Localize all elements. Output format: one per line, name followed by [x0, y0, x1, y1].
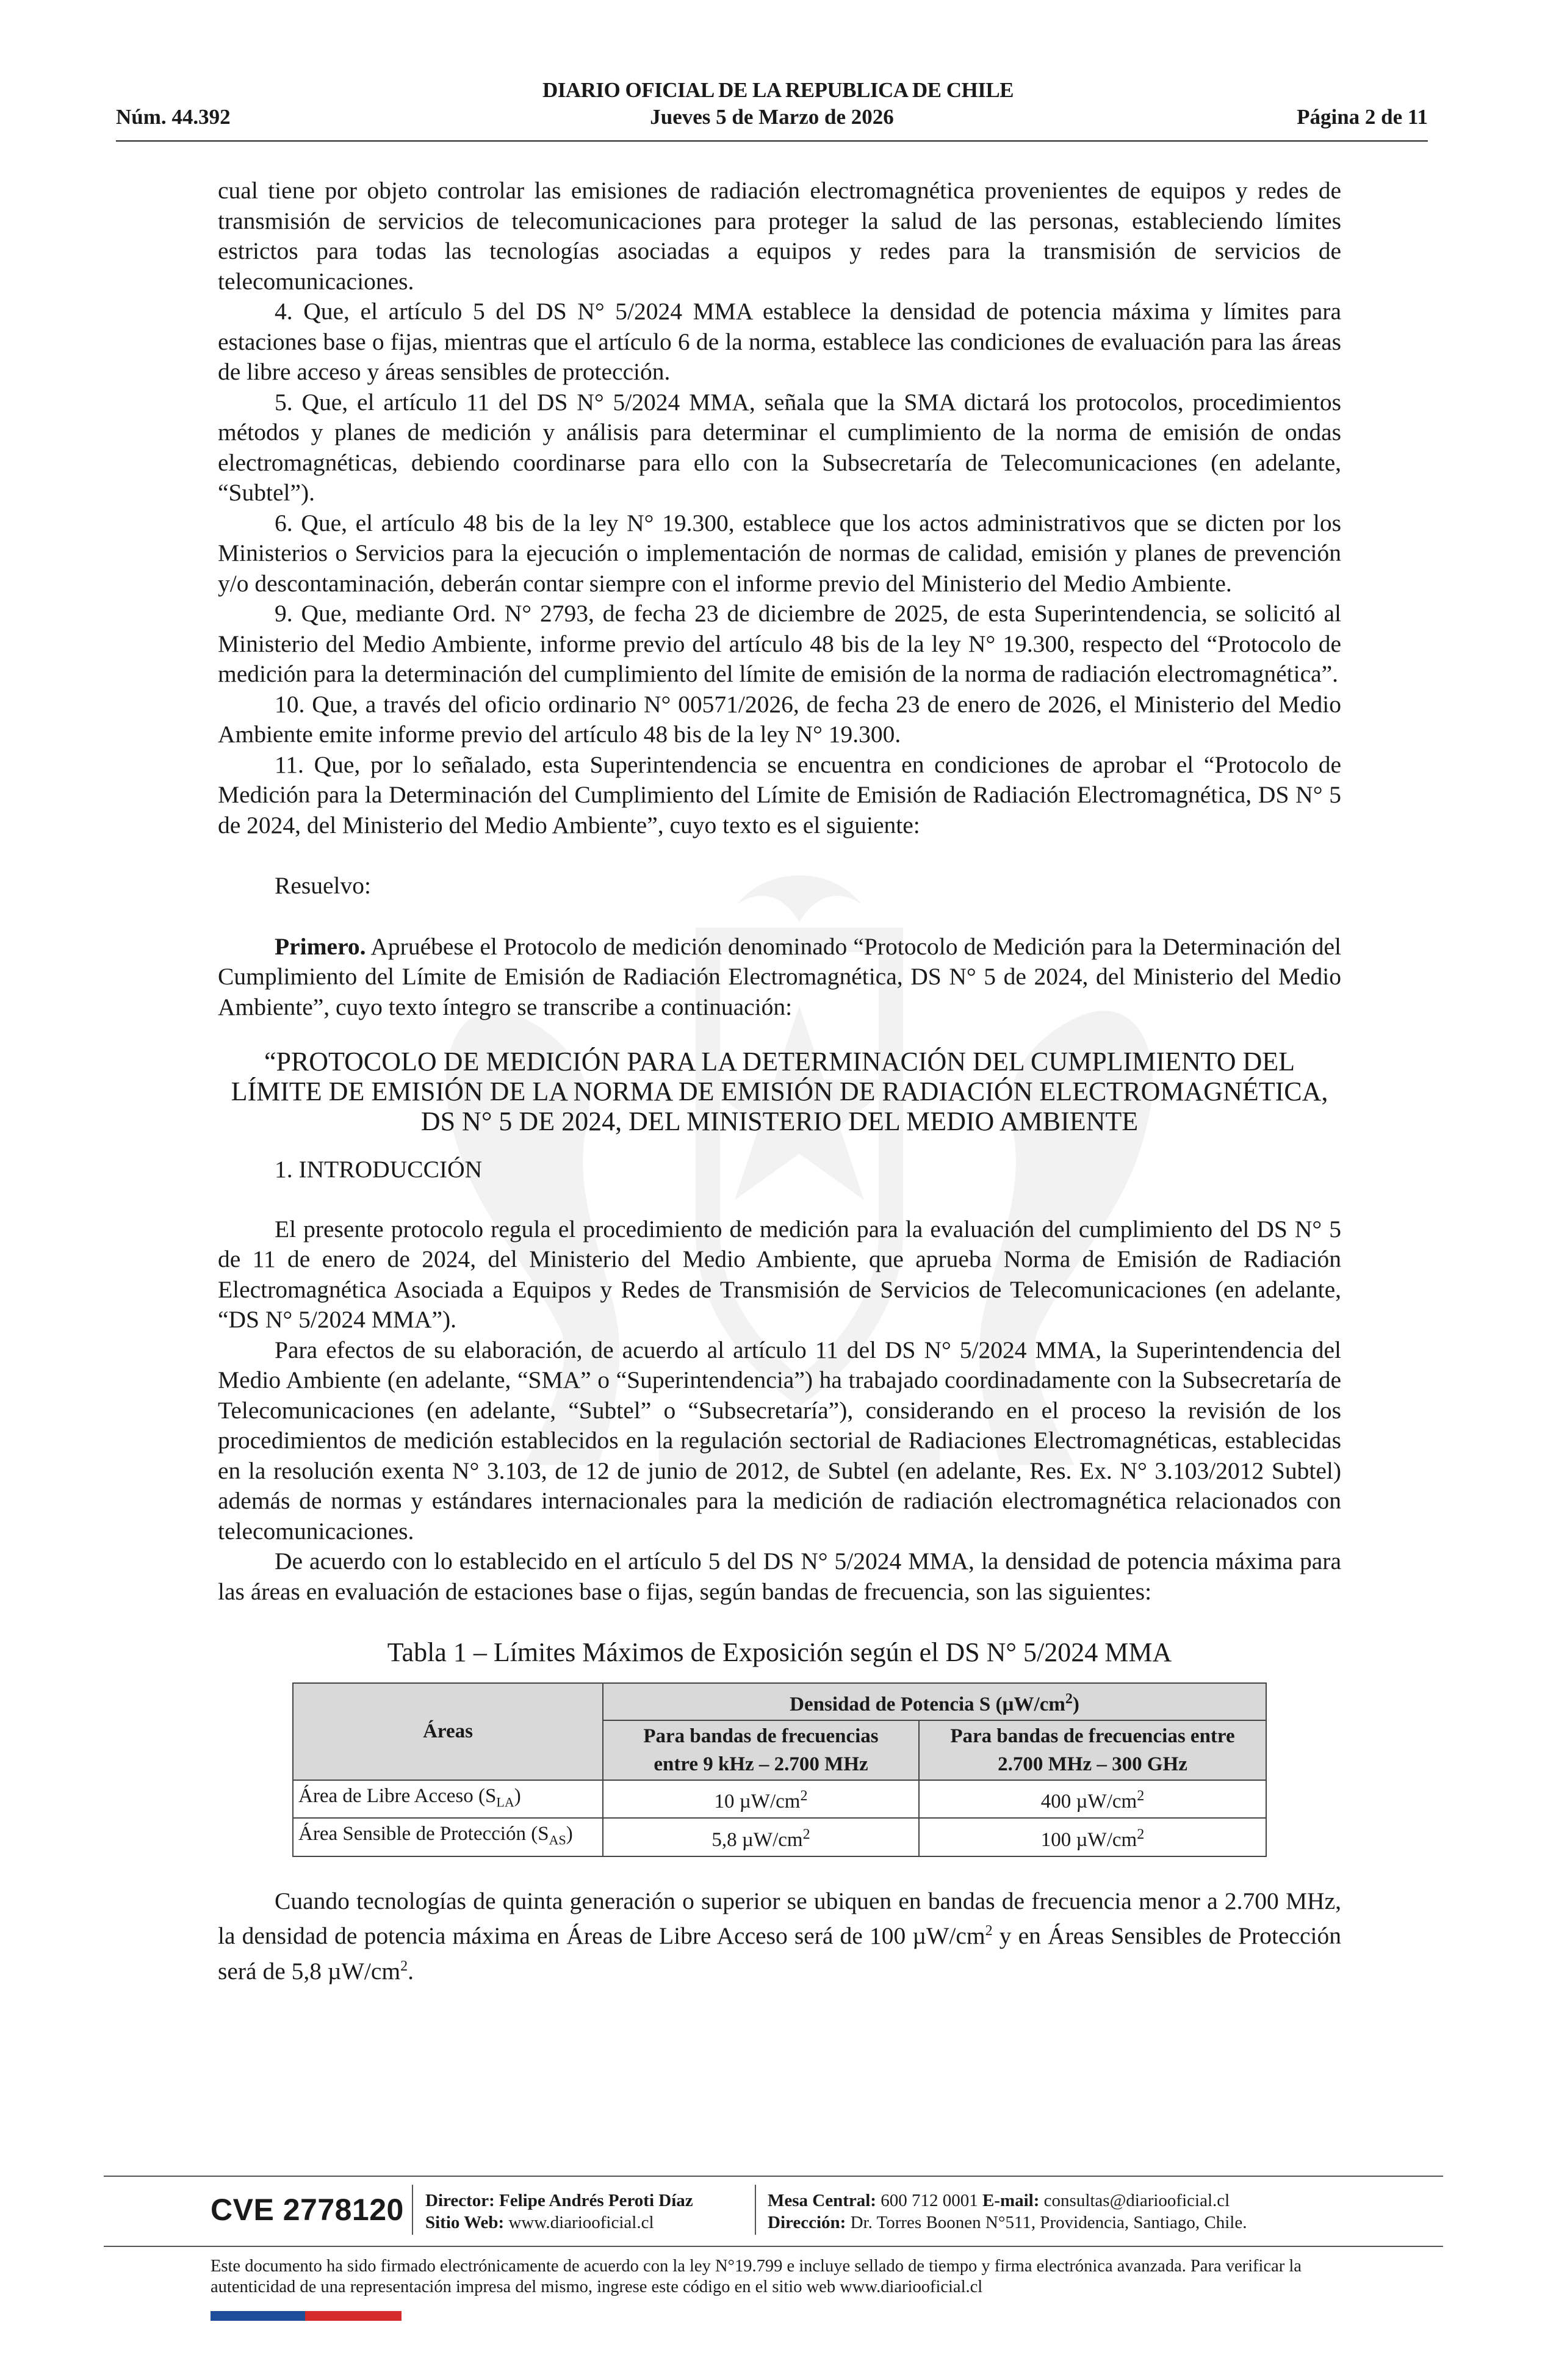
exposure-limits-table: [292, 1682, 1267, 1857]
header-power-density: Densidad de Potencia S $(\mu W/cm^2)$: [603, 1683, 1266, 1720]
paragraph-5g-limits: Cuando tecnologías de quinta generación o superior se ubiquen en bandas de frecuencia menor a 2.700 MHz, la densidad de potencia máxima en Áreas de Libre Acceso será de 100 $\mu W/cm^2$ y en Áreas Sensibles de Protección será de 5,8 $\mu W/cm^2$.: [218, 1887, 1342, 1985]
paragraph-9: 9. Que, mediante Ord. N° 2793, de fecha 23 de diciembre de 2025, de esta Superintendencia, se solicitó al Ministerio del Medio Ambiente, informe previo del artículo 48 bis de la ley N° 19.300, respecto del “Protocolo de medición para la determinación del cumplimiento del límite de emisión de la norma de radiación electromagnética”.: [218, 600, 1341, 687]
section1-paragraph-2: Para efectos de su elaboración, de acuerdo al artículo 11 del DS N° 5/2024 MMA, la Superintendencia del Medio Ambiente (en adelante, “SMA” o “Superintendencia”) ha trabajado coordinadamente con la Subsecretaría de Telecomunicaciones (en adelante, “Subtel” o “Subsecretaría”), considerando en el proceso la revisión de los procedimientos de medición establecidos en la regulación sectorial de Radiaciones Electromagnéticas, establecidas en la resolución exenta N° 3.103, de 12 de junio de 2012, de Subtel (en adelante, Res. Ex. N° 3.103/2012 Subtel) además de normas y estándares internacionales para la medición de radiación electromagnética relacionados con telecomunicaciones.: [218, 1336, 1341, 1545]
footer-divider-top: [104, 2176, 1443, 2177]
section1-paragraph-1: El presente protocolo regula el procedimiento de medición para la evaluación del cumplimiento del DS N° 5 de 11 de enero de 2024, del Ministerio del Medio Ambiente, que aprueba Norma de Emisión de Radiación Electromagnética Asociada a Equipos y Redes de Transmisión de Servicios de Telecomunicaciones (en adelante, “DS N° 5/2024 MMA”).: [218, 1215, 1341, 1333]
paragraph-6: 6. Que, el artículo 48 bis de la ley N° 19.300, establece que los actos administrativos que se dicten por los Ministerios o Servicios para la ejecución o implementación de normas de calidad, emisión y planes de prevención y/o descontaminación, deberán contar siempre con el informe previo del Ministerio del Medio Ambiente.: [218, 509, 1341, 597]
paragraph-4: 4. Que, el artículo 5 del DS N° 5/2024 MMA establece la densidad de potencia máxima y límites para estaciones base o fijas, mientras que el artículo 6 de la norma, establece las condiciones de evaluación para las áreas de libre acceso y áreas sensibles de protección.: [218, 298, 1341, 385]
footer-separator: [412, 2185, 413, 2235]
flag-stripe-red: [305, 2311, 402, 2321]
flag-stripe-blue: [211, 2311, 305, 2321]
document-body: [218, 176, 1341, 1987]
cell-value: 5,8 $\mu W/cm^2$: [603, 1818, 919, 1856]
footer-contact-column: Mesa Central: 600 712 0001 E-mail: consultas@diariooficial.cl Dirección: Dr. Torres Boonen N°511, Providencia, Santiago, Chile.: [768, 2191, 1247, 2232]
primero-label: Primero.: [275, 932, 366, 960]
page-number: Página 2 de 11: [1297, 105, 1428, 129]
header-row: [116, 105, 1428, 135]
section-heading-introduccion: 1. INTRODUCCIÓN: [275, 1156, 483, 1183]
section1-paragraph-3: De acuerdo con lo establecido en el artículo 5 del DS N° 5/2024 MMA, la densidad de potencia máxima para las áreas en evaluación de estaciones base o fijas, según bandas de frecuencia, son las siguientes:: [218, 1548, 1341, 1605]
paragraph-5: 5. Que, el artículo 11 del DS N° 5/2024 MMA, señala que la SMA dictará los protocolos, procedimientos métodos y planes de medición y análisis para determinar el cumplimiento de la norma de emisión de ondas electromagnéticas, debiendo coordinarse para ello con la Subsecretaría de Telecomunicaciones (en adelante, “Subtel”).: [218, 388, 1341, 506]
footer-info: [211, 2185, 1449, 2240]
email-link[interactable]: consultas@diariooficial.cl: [1039, 2191, 1230, 2210]
table-caption: Tabla 1 – Límites Máximos de Exposición según el DS N° 5/2024 MMA: [387, 1637, 1172, 1667]
cell-value: 400 $\mu W/cm^2$: [919, 1780, 1266, 1819]
exposure-limits-table-wrapper: [292, 1682, 1267, 1857]
website-link[interactable]: www.diariooficial.cl: [504, 2213, 654, 2232]
electronic-signature-note: Este documento ha sido firmado electrónicamente de acuerdo con la ley N°19.799 e incluye sellado de tiempo y firma electrónica avanzada. Para verificar la autenticidad de una representación impresa del mismo, ingrese este código en el sitio web www.diariooficial.cl: [211, 2257, 1302, 2296]
paragraph-primero: [218, 932, 1341, 1023]
header-band-1: Para bandas de frecuencias entre 9 kHz – 2.700 MHz: [603, 1720, 919, 1780]
issue-date: Jueves 5 de Marzo de 2026: [650, 105, 894, 129]
paragraph-10: 10. Que, a través del oficio ordinario N° 00571/2026, de fecha 23 de enero de 2026, el Ministerio del Medio Ambiente emite informe previo del artículo 48 bis de la ley N° 19.300.: [218, 690, 1341, 748]
header-areas: Áreas: [293, 1683, 603, 1780]
address: Dr. Torres Boonen N°511, Providencia, Santiago, Chile.: [846, 2213, 1247, 2232]
director-name: Felipe Andrés Peroti Díaz: [494, 2191, 693, 2210]
newspaper-title: DIARIO OFICIAL DE LA REPUBLICA DE CHILE: [542, 78, 1014, 102]
cell-value: 100 $\mu W/cm^2$: [919, 1818, 1266, 1856]
header-band-2: Para bandas de frecuencias entre 2.700 MHz – 300 GHz: [919, 1720, 1266, 1780]
paragraph-intro: cual tiene por objeto controlar las emisiones de radiación electromagnética provenientes de equipos y redes de transmisión de servicios de telecomunicaciones para proteger la salud de las personas, estableciendo límites estrictos para todas las tecnologías asociadas a equipos y redes para la transmisión de servicios de telecomunicaciones.: [218, 177, 1341, 295]
cve-code: CVE 2778120: [211, 2193, 404, 2227]
table-row: [293, 1780, 1266, 1819]
paragraph-11: 11. Que, por lo señalado, esta Superintendencia se encuentra en condiciones de aprobar el “Protocolo de Medición para la Determinación del Cumplimiento del Límite de Emisión de Radiación Electromagnética, DS N° 5 de 2024, del Ministerio del Medio Ambiente”, cuyo texto es el siguiente:: [218, 751, 1341, 838]
phone-number: 600 712 0001: [876, 2191, 982, 2210]
row-label-libre-acceso: Área de Libre Acceso $(S_{LA})$: [293, 1780, 603, 1819]
footer-divider-bottom: [104, 2246, 1443, 2247]
header-divider: [116, 140, 1428, 142]
table-row: [293, 1818, 1266, 1856]
cell-value: 10 $\mu W/cm^2$: [603, 1780, 919, 1819]
protocol-title: “PROTOCOLO DE MEDICIÓN PARA LA DETERMINACIÓN DEL CUMPLIMIENTO DEL LÍMITE DE EMISIÓN DE LA NORMA DE EMISIÓN DE RADIACIÓN ELECTROMAGNÉTICA, DS N° 5 DE 2024, DEL MINISTERIO DEL MEDIO AMBIENTE: [231, 1047, 1328, 1136]
primero-text: Apruébese el Protocolo de medición denominado “Protocolo de Medición para la Determinación del Cumplimiento del Límite de Emisión de Radiación Electromagnética, DS N° 5 de 2024, del Ministerio del Medio Ambiente”, cuyo texto íntegro se transcribe a continuación:: [218, 932, 1341, 1020]
issue-number: Núm. 44.392: [116, 105, 231, 129]
resuelvo-label: Resuelvo:: [275, 872, 371, 899]
footer-separator: [755, 2185, 756, 2235]
footer-director-column: Director: Felipe Andrés Peroti Díaz Sitio Web: www.diariooficial.cl: [425, 2191, 693, 2232]
row-label-sensible-proteccion: Área Sensible de Protección $(S_{AS})$: [293, 1818, 603, 1856]
